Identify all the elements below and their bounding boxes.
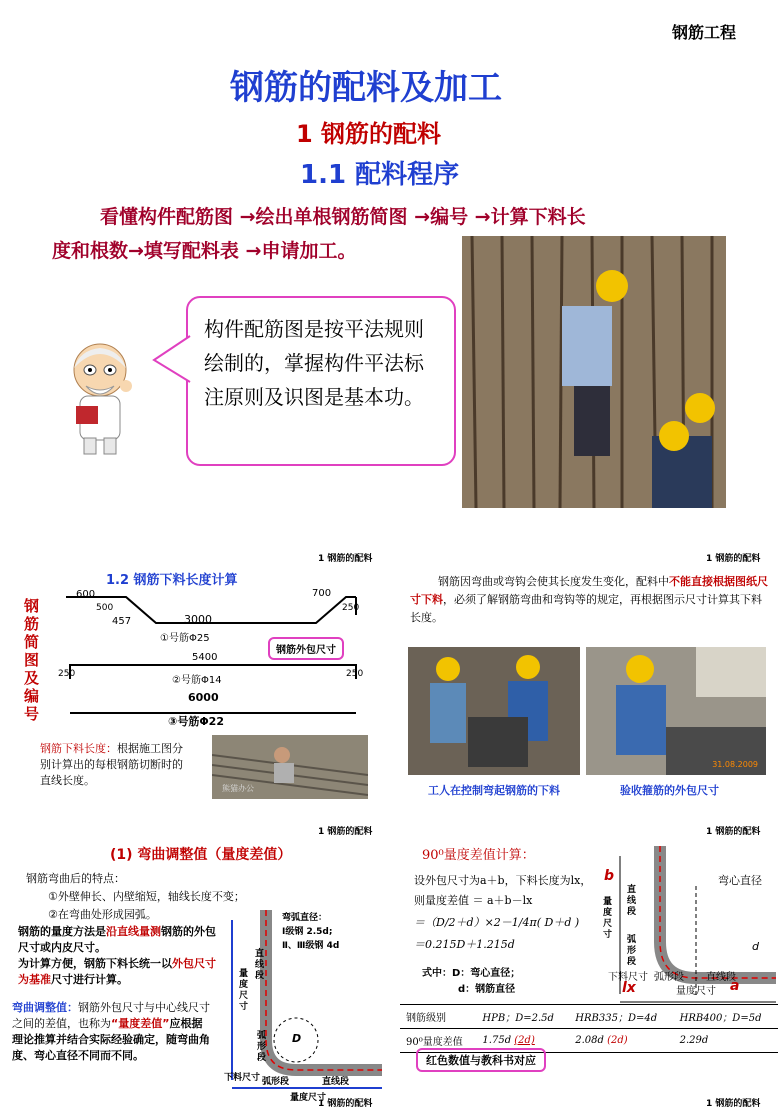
formula-3: ＝（D/2＋d）×2－1/4π( D＋d )	[414, 916, 580, 929]
fig-b: b	[604, 868, 615, 884]
bar1-dim-457: 457	[112, 616, 132, 627]
bar1-dim-3000: 3000	[184, 613, 212, 626]
fig-measure-vertical: 量度尺寸	[237, 968, 247, 1012]
fig-measure: 量度尺寸	[676, 986, 716, 997]
measure-text-4: 尺寸进行计算。	[51, 973, 128, 986]
bar2-tag: ②号筋Φ14	[172, 675, 222, 686]
fig-measure-vertical: 量度尺寸	[601, 896, 611, 940]
table-row	[400, 1005, 778, 1029]
table-cell: HPB；D=2.5d	[482, 1013, 554, 1024]
value-208d: 2.08d	[575, 1035, 604, 1046]
fig-measure: 量度尺寸	[290, 1093, 327, 1103]
value-175d: 1.75d	[482, 1035, 512, 1046]
fig-grade-2: Ⅱ、Ⅲ级钢 4d	[282, 941, 340, 951]
top-slide	[0, 0, 780, 530]
caption-2: 验收箍筋的外包尺寸	[620, 784, 719, 797]
item-1: ①外壁伸长、内壁缩短，轴线长度不变；	[48, 890, 245, 903]
table-cell	[569, 1029, 673, 1053]
adjustment-label: 弯曲调整值：	[12, 1001, 78, 1014]
section-heading: (1) 弯曲调整值（量度差值）	[110, 847, 292, 863]
bottom-left-slide	[0, 818, 395, 1109]
section-title: 1.2 钢筋下料长度计算	[106, 573, 238, 588]
formula-4: ＝0.215D＋1.215d	[414, 938, 515, 951]
side-label: 钢筋简图及编号	[24, 597, 42, 723]
bottom-right-slide	[400, 818, 780, 1109]
measure-text-2: 钢筋的外包尺寸或内皮尺寸。	[18, 925, 216, 954]
mid-left-slide	[0, 545, 390, 815]
table-cell: 90⁰量度差值	[406, 1037, 463, 1048]
diff-table	[400, 1004, 778, 1053]
item-2: ②在弯曲处形成园弧。	[48, 908, 157, 921]
photo-stirrup	[586, 647, 766, 775]
value-2d-red: (2d)	[607, 1035, 628, 1046]
table-cell: 2.29d	[679, 1035, 709, 1046]
note-box: 红色数值与教科书对应	[416, 1048, 546, 1072]
professor-cartoon	[50, 330, 150, 460]
fig-straight: 直线段	[706, 972, 736, 983]
fig-arc-vertical: 弧形段	[255, 1030, 265, 1063]
fig-cut: 下料尺寸	[224, 1073, 261, 1083]
bubble-text: 构件配筋图是按平法规则绘制的，掌握构件平法标注原则及识图是基本功。	[204, 317, 424, 409]
rebar-workers-photo	[462, 236, 726, 508]
slide-footer: 1 钢筋的配料	[318, 1099, 373, 1109]
slide-header: 1 钢筋的配料	[706, 827, 761, 837]
definition-title: 钢筋下料长度：	[40, 742, 117, 755]
measure-text-3: 为计算方便，钢筋下料长统一以	[18, 957, 172, 970]
bar1-dim-600: 600	[76, 589, 96, 600]
intro-paragraph	[410, 573, 770, 627]
adjustment-text-1: 钢筋外包尺寸与中心线尺寸之间的差值，也称为	[12, 1001, 210, 1030]
speech-bubble	[186, 296, 456, 466]
fig-lx: lx	[622, 980, 636, 996]
cutting-photo	[212, 735, 368, 799]
fig-straight-vertical: 直线段	[253, 948, 263, 981]
slide-header: 1 钢筋的配料	[318, 827, 373, 837]
bar1-dim-250: 250	[342, 603, 360, 613]
adjustment-paragraph	[12, 1000, 212, 1064]
fig-title: 弯弧直径：	[282, 913, 328, 923]
formula-2: 则量度差值 ＝ a＋b－lx	[414, 894, 533, 907]
bar2-dim-250-left: 250	[58, 669, 76, 679]
measure-text-red-1: 沿直线量测	[106, 925, 161, 938]
value-2d-red: (2d)	[514, 1035, 535, 1046]
section-heading: 90⁰量度差值计算：	[422, 848, 535, 863]
sub-subtitle: 1.1 配料程序	[300, 160, 460, 190]
photo-watermark: 熊猫办公	[222, 784, 254, 793]
formula-legend-1: 式中：D：弯心直径；	[422, 968, 521, 979]
bar1-dim-500: 500	[96, 603, 114, 613]
fig-arc: 弧形段	[654, 972, 684, 983]
intro-text-1: 钢筋因弯曲或弯钩会使其长度发生变化，配料中	[438, 575, 669, 588]
formula-1: 设外包尺寸为a＋b，下料长度为lx，	[414, 874, 592, 887]
table-cell: 钢筋级别	[406, 1013, 446, 1024]
table-cell: HRB400；D=5d	[679, 1013, 762, 1024]
callout-box: 钢筋外包尺寸	[268, 637, 344, 660]
page-title: 钢筋的配料及加工	[230, 68, 502, 108]
bar1-tag: ①号筋Φ25	[160, 633, 210, 644]
measure-paragraph	[18, 924, 216, 988]
fig-d: d	[752, 940, 759, 953]
fig-arc: 弧形段	[262, 1077, 290, 1087]
bar2-dim-5400: 5400	[192, 652, 218, 663]
definition	[40, 741, 190, 789]
process-line-2: 度和根数→填写配料表 →申请加工。	[52, 240, 357, 262]
fig-straight-vertical: 直线段	[625, 884, 635, 917]
adjustment-quote: “量度差值”	[111, 1017, 170, 1030]
fig-straight: 直线段	[322, 1077, 350, 1087]
definition-text: 根据施工图分别计算出的每根钢筋切断时的直线长度。	[40, 742, 183, 787]
process-line-1: 看懂构件配筋图 →绘出单根钢筋简图 →编号 →计算下料长	[100, 206, 586, 228]
adjustment-text-2: 应根据理论推算并结合实际经验确定，随弯曲角度、弯心直径不同而不同。	[12, 1017, 210, 1062]
fig-grade-1: Ⅰ级钢 2.5d;	[282, 927, 333, 937]
photo-bending	[408, 647, 580, 775]
bar1-dim-700: 700	[312, 588, 332, 599]
fig-D: D	[292, 1032, 302, 1045]
bubble-tail	[150, 330, 194, 390]
fig-a: a	[730, 978, 740, 994]
bar3-tag: ③号筋Φ22	[168, 715, 224, 728]
slide-header: 1 钢筋的配料	[318, 554, 373, 564]
bar2-dim-250-right: 250	[346, 669, 364, 679]
intro-text-2: ，必须了解钢筋弯曲和弯钩等的规定，再根据图示尺寸计算其下料长度。	[410, 593, 762, 624]
photo-timestamp: 31.08.2009	[712, 760, 758, 769]
formula-legend-2: d：钢筋直径	[458, 984, 516, 995]
header-right: 钢筋工程	[672, 23, 737, 42]
subtitle: 1 钢筋的配料	[296, 120, 442, 148]
measure-text-red-2: 外包尺寸为基准	[18, 957, 216, 986]
intro-text-red: 不能直接根据图纸尺寸下料	[410, 575, 768, 606]
fig-cut: 下料尺寸	[608, 972, 648, 983]
measure-text-1: 钢筋的量度方法是	[18, 925, 106, 938]
table-cell: HRB335；D=4d	[575, 1013, 658, 1024]
slide-header: 1 钢筋的配料	[706, 554, 761, 564]
bar3-dim-6000: 6000	[188, 691, 219, 704]
intro: 钢筋弯曲后的特点：	[26, 872, 125, 885]
fig-bend-diameter: 弯心直径	[718, 874, 762, 887]
fig-arc-vertical: 弧形段	[625, 934, 635, 967]
mid-right-slide	[400, 545, 780, 815]
caption-1: 工人在控制弯起钢筋的下料	[428, 784, 560, 797]
slide-footer: 1 钢筋的配料	[706, 1099, 761, 1109]
